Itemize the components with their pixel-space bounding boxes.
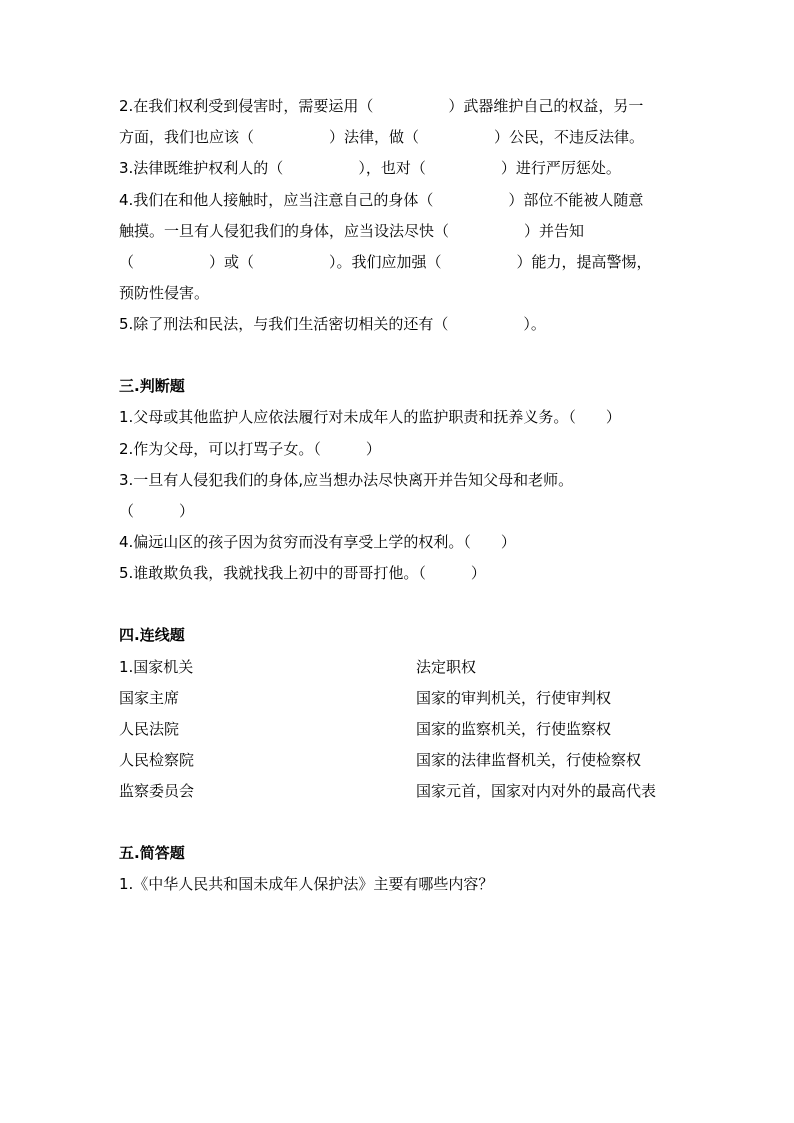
fill-blank-q2-line1: 2.在我们权利受到侵害时，需要运用（ ）武器维护自己的权益，另一 (119, 97, 644, 115)
matching-right-3: 国家的监察机关，行使监察权 (416, 720, 612, 738)
short-answer-q1: 1.《中华人民共和国未成年人保护法》主要有哪些内容？ (119, 875, 494, 893)
matching-heading: 四.连线题 (119, 626, 185, 644)
judgment-q3-line2: （ ） (119, 502, 195, 520)
judgment-q4: 4.偏远山区的孩子因为贫穷而没有享受上学的权利。（ ） (119, 533, 516, 551)
matching-left-5: 监察委员会 (119, 782, 195, 800)
fill-blank-q4-line2: 触摸。一旦有人侵犯我们的身体，应当设法尽快（ ）并告知 (119, 222, 585, 240)
matching-left-4: 人民检察院 (119, 751, 195, 769)
matching-right-2: 国家的审判机关，行使审判权 (416, 689, 612, 707)
fill-blank-q4-line4: 预防性侵害。 (119, 284, 210, 302)
fill-blank-q2-line2: 方面，我们也应该（ ）法律，做（ ）公民，不违反法律。 (119, 128, 645, 146)
matching-left-1: 1.国家机关 (119, 658, 194, 676)
short-answer-heading: 五.简答题 (119, 844, 185, 862)
judgment-q3-line1: 3.一旦有人侵犯我们的身体,应当想办法尽快离开并告知父母和老师。 (119, 471, 574, 489)
matching-right-5: 国家元首，国家对内对外的最高代表 (416, 782, 657, 800)
judgment-q5: 5.谁敢欺负我，我就找我上初中的哥哥打他。（ ） (119, 564, 486, 582)
matching-right-1: 法定职权 (416, 658, 477, 676)
fill-blank-q4-line3: （ ）或（ ）。我们应加强（ ）能力，提高警惕， (119, 253, 652, 271)
matching-right-4: 国家的法律监督机关，行使检察权 (416, 751, 642, 769)
fill-blank-q5: 5.除了刑法和民法，与我们生活密切相关的还有（ ）。 (119, 315, 546, 333)
fill-blank-q3: 3.法律既维护权利人的（ ），也对（ ）进行严厉惩处。 (119, 159, 621, 177)
judgment-heading: 三.判断题 (119, 377, 185, 395)
matching-left-2: 国家主席 (119, 689, 180, 707)
judgment-q2: 2.作为父母，可以打骂子女。（ ） (119, 440, 381, 458)
matching-left-3: 人民法院 (119, 720, 180, 738)
judgment-q1: 1.父母或其他监护人应依法履行对未成年人的监护职责和抚养义务。（ ） (119, 408, 621, 426)
fill-blank-q4-line1: 4.我们在和他人接触时，应当注意自己的身体（ ）部位不能被人随意 (119, 191, 644, 209)
